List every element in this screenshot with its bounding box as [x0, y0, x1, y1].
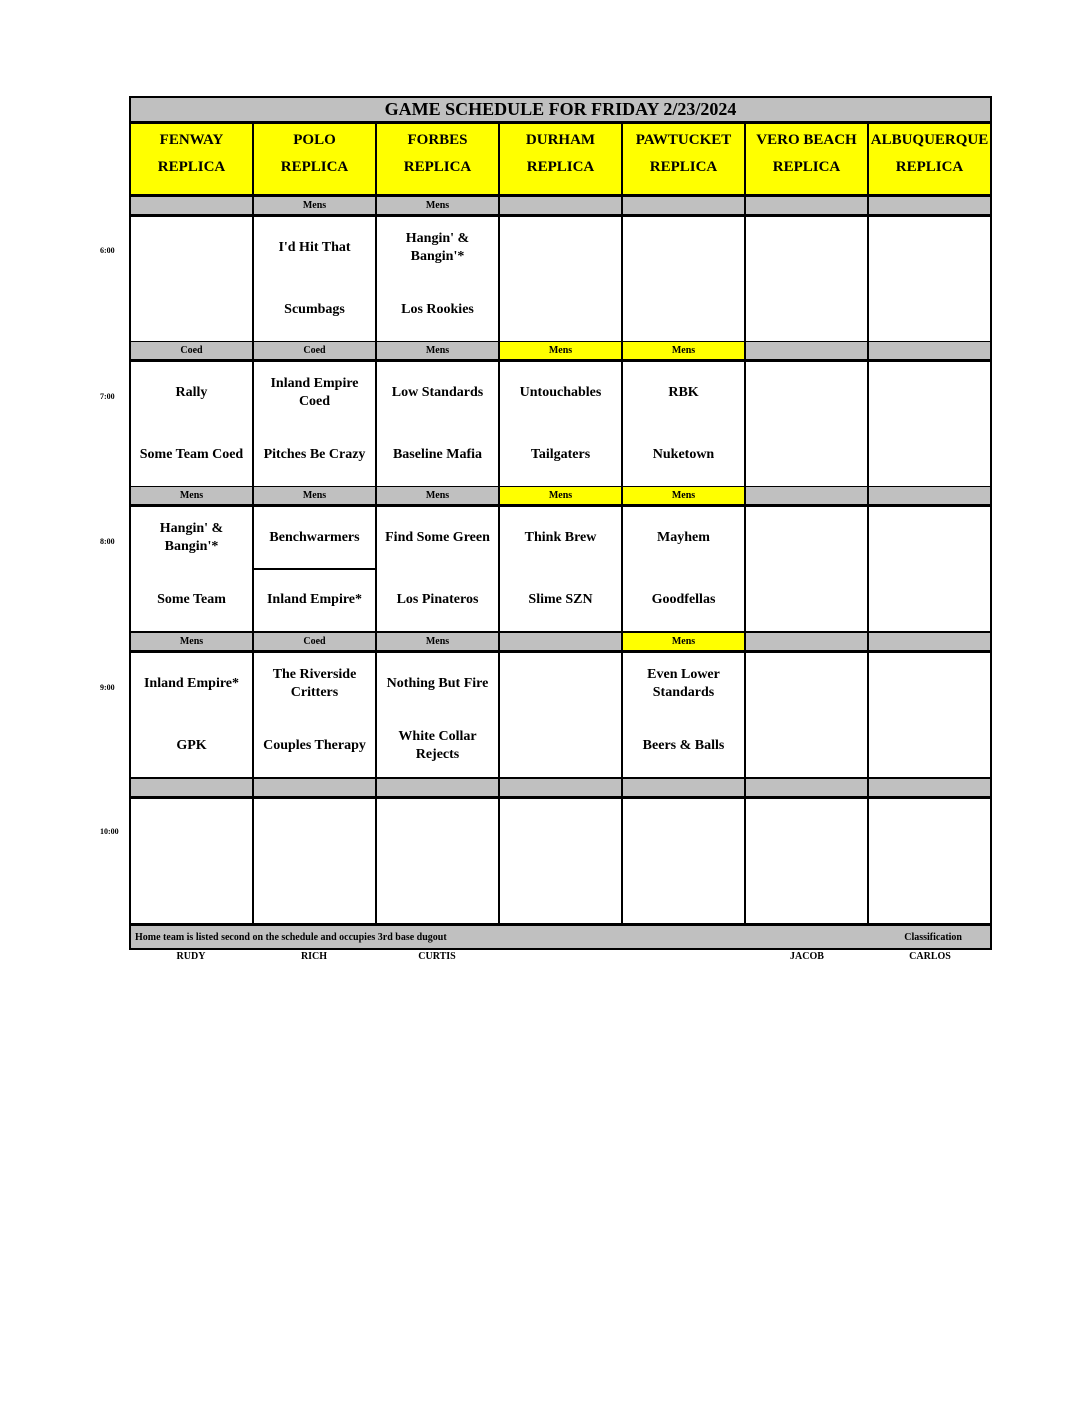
home-away-team-top — [377, 799, 498, 861]
home-away-team-top: Inland Empire* — [143, 676, 240, 691]
team-bottom: Beers & Balls — [642, 738, 725, 753]
team-bottom — [746, 569, 867, 631]
game-cell — [500, 507, 621, 631]
division-label — [869, 487, 990, 504]
home-away-team-top — [869, 507, 990, 569]
home-away-team-top — [869, 799, 990, 861]
field-header — [131, 124, 252, 194]
field-header — [623, 124, 744, 194]
time-label: 6:00 — [100, 246, 115, 255]
home-away-team-top — [869, 362, 990, 424]
team-bottom — [254, 861, 375, 923]
team-bottom: Couples Therapy — [263, 738, 366, 753]
home-away-team-top: Find Some Green — [385, 530, 490, 545]
home-away-team-top: Think Brew — [524, 530, 597, 545]
game-cell — [746, 217, 867, 341]
cell-divider — [254, 568, 375, 570]
team-bottom — [869, 569, 990, 631]
home-away-team-top: Even Lower Standards — [647, 667, 720, 700]
division-label — [131, 197, 252, 214]
game-cell — [254, 217, 375, 341]
field-subtitle: REPLICA — [403, 159, 472, 175]
game-cell — [131, 217, 252, 341]
field-header — [254, 124, 375, 194]
schedule-title: GAME SCHEDULE FOR FRIDAY 2/23/2024 — [131, 98, 990, 121]
division-label: Mens — [254, 487, 375, 504]
home-away-team-top: Inland Empire Coed — [270, 376, 359, 409]
team-bottom: GPK — [176, 738, 207, 753]
time-label: 8:00 — [100, 537, 115, 546]
time-label: 7:00 — [100, 392, 115, 401]
field-name: FORBES — [407, 132, 468, 148]
umpire-name: RICH — [300, 951, 328, 962]
team-bottom — [869, 715, 990, 777]
field-header — [746, 124, 867, 194]
team-bottom — [377, 861, 498, 923]
game-cell — [131, 362, 252, 486]
team-bottom — [500, 715, 621, 777]
game-cell — [869, 362, 990, 486]
field-name: FENWAY — [159, 132, 224, 148]
game-cell — [131, 507, 252, 631]
team-bottom — [131, 279, 252, 341]
field-subtitle: REPLICA — [649, 159, 718, 175]
division-label: Mens — [131, 633, 252, 650]
team-bottom — [500, 861, 621, 923]
game-cell — [500, 653, 621, 777]
home-away-team-top — [869, 217, 990, 279]
footer-note: Home team is listed second on the schedule and occupies 3rd base dugout — [135, 931, 447, 943]
home-away-team-top: Hangin' & Bangin'* — [405, 231, 470, 264]
division-label: Mens — [377, 342, 498, 359]
division-label — [623, 197, 744, 214]
division-label — [869, 779, 990, 796]
division-label: Mens — [377, 197, 498, 214]
umpire-name: CARLOS — [909, 951, 951, 962]
team-bottom — [131, 861, 252, 923]
division-label — [500, 633, 621, 650]
game-cell — [377, 507, 498, 631]
division-label: Mens — [500, 342, 621, 359]
team-bottom: Some Team Coed — [139, 447, 244, 462]
home-away-team-top: Low Standards — [391, 385, 484, 400]
division-label: Coed — [254, 633, 375, 650]
division-label — [746, 197, 867, 214]
division-label: Mens — [377, 633, 498, 650]
team-bottom: Los Pinateros — [396, 592, 479, 607]
team-bottom — [746, 279, 867, 341]
game-cell — [377, 653, 498, 777]
umpire-name: CURTIS — [418, 951, 456, 962]
game-cell — [623, 799, 744, 923]
field-subtitle: REPLICA — [526, 159, 595, 175]
game-cell — [869, 507, 990, 631]
schedule-table — [129, 96, 992, 950]
home-away-team-top — [746, 507, 867, 569]
field-header — [377, 124, 498, 194]
game-cell — [746, 799, 867, 923]
division-label — [746, 342, 867, 359]
home-away-team-top — [623, 217, 744, 279]
game-cell — [500, 362, 621, 486]
field-header — [500, 124, 621, 194]
game-cell — [623, 507, 744, 631]
umpire-name: JACOB — [790, 951, 824, 962]
division-label — [869, 342, 990, 359]
division-label: Mens — [254, 197, 375, 214]
home-away-team-top — [746, 362, 867, 424]
division-label — [623, 779, 744, 796]
division-label — [869, 197, 990, 214]
team-bottom: Inland Empire* — [266, 592, 363, 607]
home-away-team-top — [500, 799, 621, 861]
field-subtitle: REPLICA — [772, 159, 841, 175]
game-cell — [500, 799, 621, 923]
team-bottom — [500, 279, 621, 341]
home-away-team-top — [500, 217, 621, 279]
division-label: Mens — [131, 487, 252, 504]
division-label: Coed — [131, 342, 252, 359]
game-cell — [746, 507, 867, 631]
home-away-team-top: Untouchables — [519, 385, 602, 400]
game-cell — [623, 362, 744, 486]
division-label — [377, 779, 498, 796]
home-away-team-top: I'd Hit That — [278, 240, 351, 255]
division-label — [500, 197, 621, 214]
division-label: Mens — [623, 342, 744, 359]
home-away-team-top — [623, 799, 744, 861]
game-cell — [746, 362, 867, 486]
footer-bar — [131, 926, 990, 948]
team-bottom — [746, 715, 867, 777]
classification-label: Classification — [904, 931, 962, 943]
game-cell — [254, 653, 375, 777]
division-label: Mens — [623, 633, 744, 650]
game-cell — [869, 217, 990, 341]
home-away-team-top — [131, 799, 252, 861]
team-bottom: White Collar Rejects — [398, 729, 477, 762]
home-away-team-top: Mayhem — [657, 530, 710, 545]
division-label: Mens — [500, 487, 621, 504]
game-cell — [377, 362, 498, 486]
division-label: Mens — [377, 487, 498, 504]
home-away-team-top: Benchwarmers — [269, 530, 360, 545]
team-bottom — [869, 279, 990, 341]
time-label: 9:00 — [100, 683, 115, 692]
division-label — [746, 487, 867, 504]
home-away-team-top — [746, 217, 867, 279]
home-away-team-top: Nothing But Fire — [386, 676, 489, 691]
game-cell — [869, 799, 990, 923]
team-bottom: Some Team — [157, 592, 226, 607]
game-cell — [869, 653, 990, 777]
game-cell — [254, 799, 375, 923]
team-bottom — [623, 279, 744, 341]
field-name: ALBUQUERQUE — [870, 132, 989, 148]
team-bottom: Pitches Be Crazy — [263, 447, 366, 462]
game-cell — [131, 653, 252, 777]
division-label — [746, 633, 867, 650]
team-bottom: Nuketown — [652, 447, 715, 462]
division-label — [254, 779, 375, 796]
team-bottom — [623, 861, 744, 923]
home-away-team-top: The Riverside Critters — [272, 667, 357, 700]
home-away-team-top: RBK — [668, 385, 699, 400]
time-label: 10:00 — [100, 827, 119, 836]
team-bottom: Slime SZN — [528, 592, 593, 607]
team-bottom: Baseline Mafia — [392, 447, 483, 462]
field-name: PAWTUCKET — [635, 132, 732, 148]
game-cell — [746, 653, 867, 777]
division-label — [746, 779, 867, 796]
division-label — [500, 779, 621, 796]
game-cell — [623, 653, 744, 777]
home-away-team-top — [131, 217, 252, 279]
field-subtitle: REPLICA — [157, 159, 226, 175]
division-label: Coed — [254, 342, 375, 359]
team-bottom: Goodfellas — [651, 592, 716, 607]
team-bottom: Scumbags — [284, 302, 345, 317]
home-away-team-top: Rally — [175, 385, 208, 400]
field-subtitle: REPLICA — [895, 159, 964, 175]
division-label — [869, 633, 990, 650]
home-away-team-top — [254, 799, 375, 861]
home-away-team-top — [746, 799, 867, 861]
team-bottom — [869, 861, 990, 923]
home-away-team-top — [746, 653, 867, 715]
game-cell — [377, 799, 498, 923]
field-header — [869, 124, 990, 194]
game-cell — [254, 507, 375, 631]
game-cell — [623, 217, 744, 341]
field-subtitle: REPLICA — [280, 159, 349, 175]
home-away-team-top: Hangin' & Bangin'* — [159, 521, 224, 554]
home-away-team-top — [500, 653, 621, 715]
field-name: DURHAM — [525, 132, 596, 148]
game-cell — [254, 362, 375, 486]
game-cell — [131, 799, 252, 923]
team-bottom — [746, 424, 867, 486]
field-name: POLO — [293, 132, 336, 148]
game-cell — [377, 217, 498, 341]
umpire-name: RUDY — [176, 951, 206, 962]
division-label — [131, 779, 252, 796]
home-away-team-top — [869, 653, 990, 715]
team-bottom: Tailgaters — [530, 447, 591, 462]
field-name: VERO BEACH — [756, 132, 857, 148]
team-bottom — [746, 861, 867, 923]
team-bottom: Los Rookies — [401, 302, 474, 317]
team-bottom — [869, 424, 990, 486]
game-cell — [500, 217, 621, 341]
division-label: Mens — [623, 487, 744, 504]
